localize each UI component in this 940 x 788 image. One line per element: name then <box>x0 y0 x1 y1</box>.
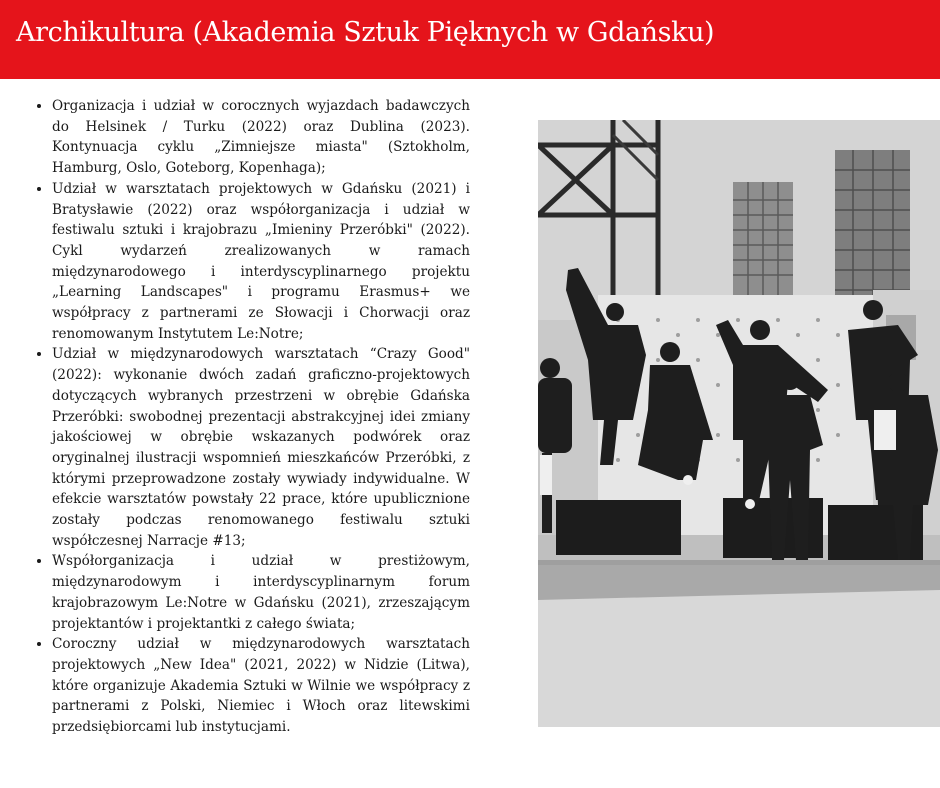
bullet-item-crazy-good: • Udział w międzynarodowych warsztatach “Crazy Good" (2022): wykonanie dwóch zadań graficzno-projektowych dotyczących wybranych przestrzeni w obrębie Gdańska Przeróbki: swobodnej prezentacji abstrakcyjnej idei zmiany jakościowej w obrębie wskazanych podwórek oraz oryginalnej ilustracji wspomnień mieszkańców Przeróbki, z którymi przeprowadzone zostały wywiady indywidualne. W efekcie warsztatów powstały 22 prace, które upublicznione zostały podczas renomowanego festiwalu sztuki współczesnej Narracje #13; <box>52 344 470 551</box>
bullet-item-new-idea: • Coroczny udział w międzynarodowych warsztatach projektowych „New Idea" (2021, 2022) w Nidzie (Litwa), które organizuje Akademia Sztuki w Wilnie we współpracy z partnerami z Polski, Niemiec i Włoch oraz litewskimi przedsiębiorcami lub instytucjami. <box>52 634 470 738</box>
bullet-item-design-workshops: • Udział w warsztatach projektowych w Gdańsku (2021) i Bratysławie (2022) oraz współorganizacja i udział w festiwalu sztuki i krajobrazu „Imieniny Przeróbki" (2022). Cykl wydarzeń zrealizowanych w ramach międzynarodowego i interdyscyplinarnego projektu „Learning Landscapes" i programu Erasmus+ we współpracy z partnerami ze Słowacji i Chorwacji oraz renomowanym Instytutem Le:Notre; <box>52 179 470 345</box>
content-text <box>22 96 470 738</box>
page-title: Archikultura (Akademia Sztuk Pięknych w Gdańsku) <box>16 17 715 48</box>
group-photo <box>538 120 940 727</box>
bullet-item-research-trips: • Organizacja i udział w corocznych wyjazdach badawczych do Helsinek / Turku (2022) oraz Dublina (2023). Kontynuacja cyklu „Zimniejsze miasta" (Sztokholm, Hamburg, Oslo, Goteborg, Kopenhaga); <box>52 96 470 179</box>
bullet-list <box>22 96 470 738</box>
group-photo-illustration <box>538 120 940 727</box>
bullet-item-le-notre-forum: • Współorganizacja i udział w prestiżowym, międzynarodowym i interdyscyplinarnym forum krajobrazowym Le:Notre w Gdańsku (2021), zrzeszającym projektantów i projektantki z całego świata; <box>52 551 470 634</box>
header-banner <box>0 0 940 79</box>
